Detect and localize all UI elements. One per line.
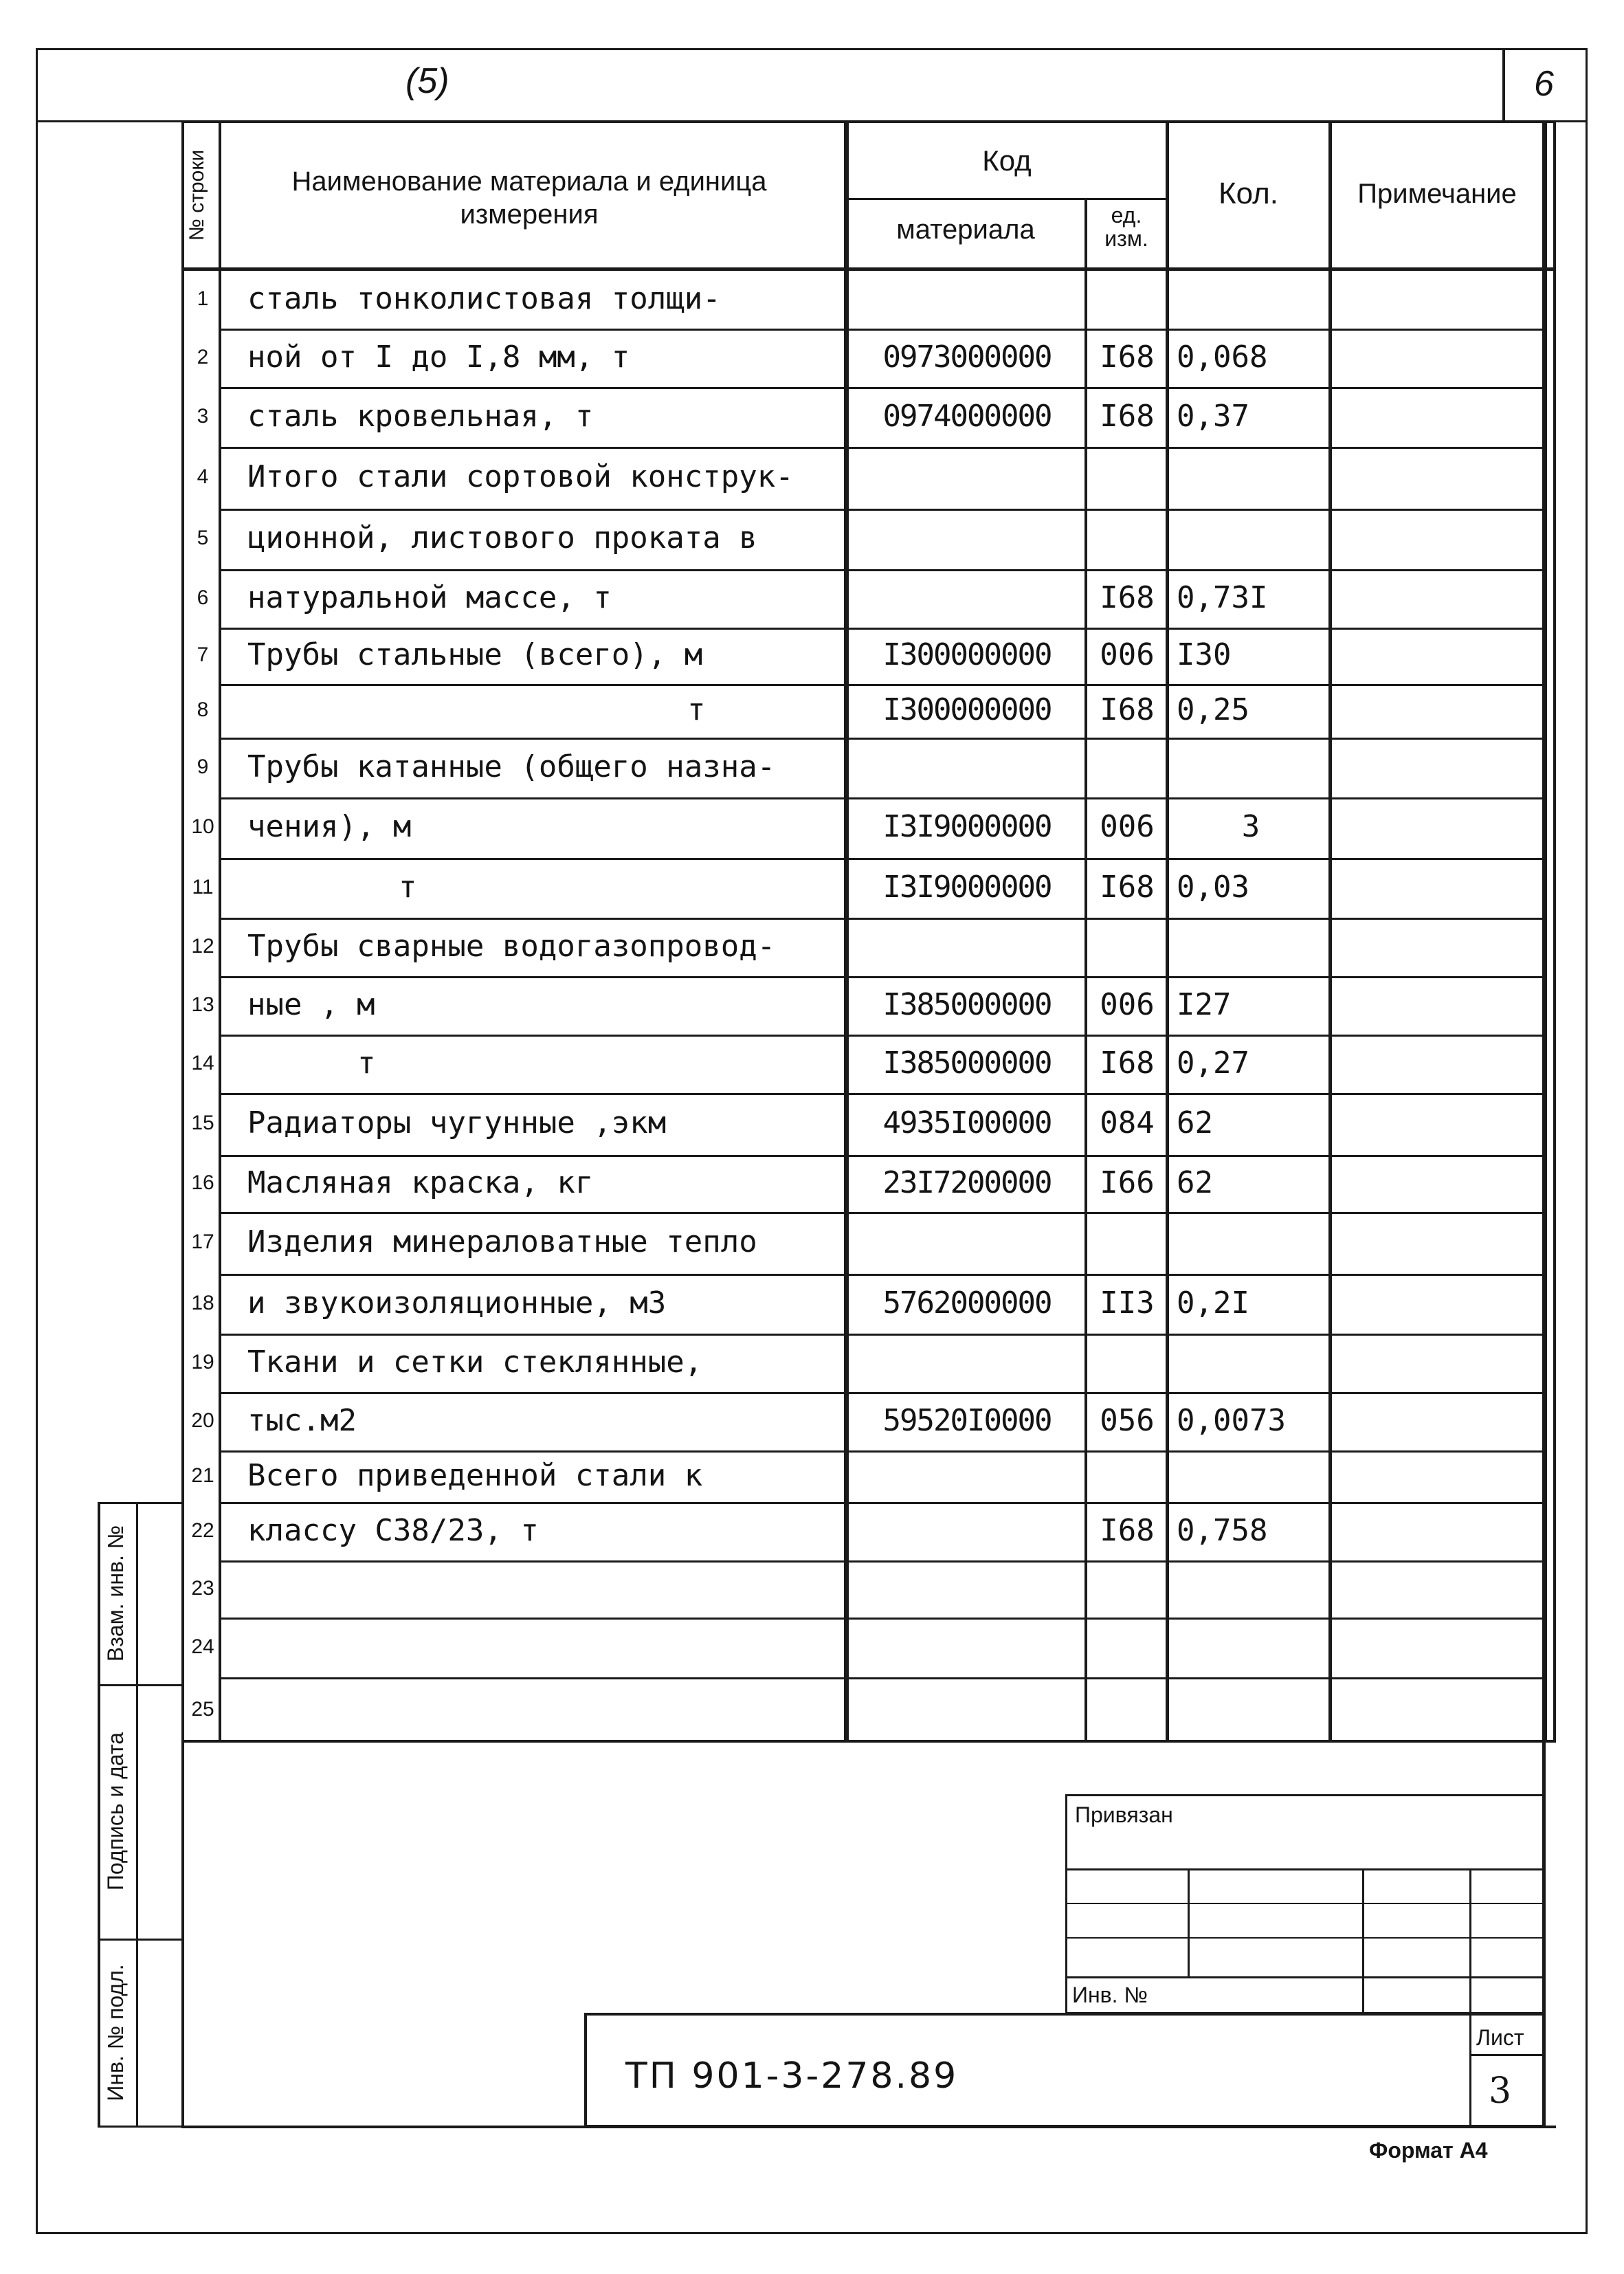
sheet-col-line bbox=[1469, 2013, 1471, 2128]
header-row-number: № строки bbox=[186, 149, 208, 241]
material-code: I385000000 bbox=[882, 1045, 1052, 1081]
quantity: 0,73I bbox=[1177, 579, 1268, 615]
row-number: 3 bbox=[197, 404, 209, 428]
row-number: 10 bbox=[191, 815, 214, 838]
row-separator bbox=[219, 1618, 1545, 1620]
row-separator bbox=[219, 1155, 1545, 1157]
row-number: 19 bbox=[191, 1350, 214, 1373]
privyazan-col1 bbox=[1188, 1868, 1190, 1976]
unit-code: I68 bbox=[1100, 398, 1155, 434]
unit-code: I68 bbox=[1100, 579, 1155, 615]
row-separator bbox=[219, 1334, 1545, 1336]
material-code: I3I9000000 bbox=[882, 869, 1052, 905]
doc-code: ТП 901-3-278.89 bbox=[625, 2055, 959, 2097]
material-name: и звукоизоляционные, м3 bbox=[247, 1285, 667, 1321]
side-vzam-inv: Взам. инв. № bbox=[103, 1525, 128, 1662]
quantity: 62 bbox=[1177, 1105, 1213, 1140]
material-name: классу С38/23, т bbox=[247, 1512, 539, 1548]
side-stamp-left bbox=[98, 1502, 100, 2128]
row-number: 14 bbox=[191, 1051, 214, 1074]
side-inv-podl: Инв. № подл. bbox=[103, 1964, 128, 2101]
unit-code: II3 bbox=[1100, 1285, 1155, 1321]
side-stamp-bottom bbox=[98, 2126, 181, 2128]
row-separator bbox=[219, 628, 1545, 630]
code-sub-divider bbox=[847, 198, 1167, 200]
row-separator bbox=[219, 738, 1545, 740]
material-code: 0974000000 bbox=[882, 398, 1052, 434]
row-separator bbox=[219, 1035, 1545, 1037]
material-name: Изделия минераловатные тепло bbox=[247, 1224, 757, 1259]
privyazan-col2 bbox=[1362, 1868, 1364, 2014]
row-number: 18 bbox=[191, 1291, 214, 1314]
material-code: 5762000000 bbox=[882, 1285, 1052, 1321]
row-separator bbox=[219, 918, 1545, 920]
material-code: I385000000 bbox=[882, 986, 1052, 1022]
col-line-unit bbox=[1166, 120, 1169, 1743]
row-number: 16 bbox=[191, 1171, 214, 1194]
row-separator bbox=[219, 569, 1545, 571]
header-qty: Кол. bbox=[1218, 177, 1279, 210]
page-number-divider bbox=[1502, 48, 1505, 122]
unit-code: 006 bbox=[1100, 809, 1155, 844]
col-line-note-right bbox=[1542, 120, 1547, 1743]
row-separator bbox=[219, 797, 1545, 799]
material-name: натуральной массе, т bbox=[247, 579, 612, 615]
side-stamp-sep2 bbox=[98, 1939, 181, 1941]
row-separator bbox=[219, 1677, 1545, 1679]
row-separator bbox=[219, 1502, 1545, 1504]
material-name: т bbox=[687, 692, 706, 727]
material-name: чения), м bbox=[247, 809, 412, 844]
row-number: 15 bbox=[191, 1112, 214, 1134]
row-number: 24 bbox=[191, 1635, 214, 1658]
material-name: Трубы стальные (всего), м bbox=[247, 637, 703, 672]
quantity: 0,37 bbox=[1177, 398, 1249, 434]
unit-code: I68 bbox=[1100, 339, 1155, 375]
material-name: Трубы сварные водогазопровод- bbox=[247, 928, 776, 964]
side-stamp-right bbox=[181, 1502, 184, 2128]
unit-code: I68 bbox=[1100, 692, 1155, 727]
row-separator bbox=[219, 447, 1545, 449]
format-label: Формат А4 bbox=[1369, 2138, 1488, 2163]
material-name: Всего приведенной стали к bbox=[247, 1457, 703, 1493]
header-material: материала bbox=[896, 214, 1035, 245]
header-name: Наименование материала и единица измерения bbox=[291, 166, 767, 230]
material-name: Масляная краска, кг bbox=[247, 1164, 594, 1200]
quantity: 0,068 bbox=[1177, 339, 1268, 375]
col-line-rowno bbox=[219, 120, 221, 1743]
material-code: 23I7200000 bbox=[882, 1164, 1052, 1200]
material-name: т bbox=[357, 1045, 376, 1081]
header-unit: ед. изм. bbox=[1104, 203, 1148, 251]
privyazan-row3 bbox=[1065, 1937, 1545, 1939]
row-number: 20 bbox=[191, 1409, 214, 1432]
header-code: Код bbox=[982, 144, 1032, 177]
section-label: (5) bbox=[405, 61, 449, 101]
row-separator bbox=[219, 509, 1545, 511]
row-number: 25 bbox=[191, 1697, 214, 1721]
header-bottom bbox=[181, 267, 1556, 271]
material-name: ные , м bbox=[247, 986, 375, 1022]
row-separator bbox=[219, 1212, 1545, 1214]
quantity: 0,0073 bbox=[1177, 1402, 1286, 1438]
quantity: 0,03 bbox=[1177, 869, 1249, 905]
header-note: Примечание bbox=[1357, 179, 1517, 209]
col-line-qty bbox=[1328, 120, 1332, 1743]
quantity: 0,2I bbox=[1177, 1285, 1249, 1321]
quantity: 0,27 bbox=[1177, 1045, 1249, 1081]
unit-code: 006 bbox=[1100, 637, 1155, 672]
row-number: 8 bbox=[197, 698, 209, 721]
inv-no-label: Инв. № bbox=[1072, 1983, 1148, 2007]
material-name: ционной, листового проката в bbox=[247, 520, 757, 555]
material-name: т bbox=[399, 869, 417, 905]
material-name: ной от I до I,8 мм, т bbox=[247, 339, 630, 375]
row-number: 1 bbox=[197, 287, 209, 310]
unit-code: 006 bbox=[1100, 986, 1155, 1022]
sheet-label-line bbox=[1469, 2054, 1545, 2056]
row-number: 5 bbox=[197, 527, 209, 549]
unit-code: I68 bbox=[1100, 1512, 1155, 1548]
privyazan-row2 bbox=[1065, 1903, 1545, 1904]
sheet-label: Лист bbox=[1476, 2025, 1524, 2050]
quantity: 0,25 bbox=[1177, 692, 1249, 727]
material-name: Итого стали сортовой конструк- bbox=[247, 459, 794, 494]
quantity: I27 bbox=[1177, 986, 1232, 1022]
side-stamp-mid bbox=[136, 1502, 138, 2128]
row-number: 12 bbox=[191, 934, 214, 958]
material-code: I300000000 bbox=[882, 637, 1052, 672]
row-separator bbox=[219, 387, 1545, 389]
material-name: сталь тонколистовая толщи- bbox=[247, 281, 721, 316]
side-podpis-data: Подпись и дата bbox=[103, 1732, 128, 1891]
unit-code: I66 bbox=[1100, 1164, 1155, 1200]
row-number: 2 bbox=[197, 345, 209, 368]
unit-code: 084 bbox=[1100, 1105, 1155, 1140]
quantity: 0,758 bbox=[1177, 1512, 1268, 1548]
side-stamp-top bbox=[98, 1502, 181, 1504]
material-name: Трубы катанные (общего назна- bbox=[247, 749, 776, 784]
row-separator bbox=[219, 329, 1545, 331]
row-separator bbox=[219, 1560, 1545, 1563]
row-number: 7 bbox=[197, 643, 209, 666]
quantity: 3 bbox=[1241, 809, 1260, 844]
material-name: Радиаторы чугунные ,экм bbox=[247, 1105, 667, 1140]
material-code: 0973000000 bbox=[882, 339, 1052, 375]
row-number: 4 bbox=[197, 465, 209, 488]
privyazan-col3 bbox=[1469, 1868, 1471, 2014]
row-number: 21 bbox=[191, 1464, 214, 1487]
col-line-name bbox=[844, 120, 849, 1743]
sheet-number: 3 bbox=[1489, 2071, 1512, 2112]
material-name: тыс.м2 bbox=[247, 1402, 357, 1438]
unit-code: I68 bbox=[1100, 1045, 1155, 1081]
quantity: 62 bbox=[1177, 1164, 1213, 1200]
row-number: 23 bbox=[191, 1576, 214, 1600]
unit-code: I68 bbox=[1100, 869, 1155, 905]
material-code: I3I9000000 bbox=[882, 809, 1052, 844]
col-line-material bbox=[1084, 199, 1087, 1743]
row-separator bbox=[219, 684, 1545, 686]
unit-code: 056 bbox=[1100, 1402, 1155, 1438]
material-name: сталь кровельная, т bbox=[247, 398, 594, 434]
material-code: 4935I00000 bbox=[882, 1105, 1052, 1140]
privyazan-row4 bbox=[1065, 1976, 1545, 1978]
row-number: 11 bbox=[192, 875, 214, 898]
privyazan-label: Привязан bbox=[1075, 1802, 1173, 1827]
material-code: 59520I0000 bbox=[882, 1402, 1052, 1438]
row-separator bbox=[219, 976, 1545, 978]
material-code: I300000000 bbox=[882, 692, 1052, 727]
row-separator bbox=[219, 1392, 1545, 1394]
row-number: 6 bbox=[197, 586, 209, 609]
row-number: 13 bbox=[191, 993, 214, 1016]
privyazan-row1 bbox=[1065, 1868, 1545, 1870]
quantity: I30 bbox=[1177, 637, 1232, 672]
row-separator bbox=[219, 1450, 1545, 1453]
row-number: 22 bbox=[191, 1519, 214, 1542]
side-stamp-sep1 bbox=[98, 1684, 181, 1686]
row-number: 9 bbox=[197, 755, 209, 778]
row-separator bbox=[219, 1274, 1545, 1276]
row-separator bbox=[219, 858, 1545, 860]
material-name: Ткани и сетки стеклянные, bbox=[247, 1344, 703, 1380]
row-separator bbox=[219, 1093, 1545, 1095]
page-number: 6 bbox=[1534, 64, 1554, 104]
row-number: 17 bbox=[191, 1230, 214, 1253]
